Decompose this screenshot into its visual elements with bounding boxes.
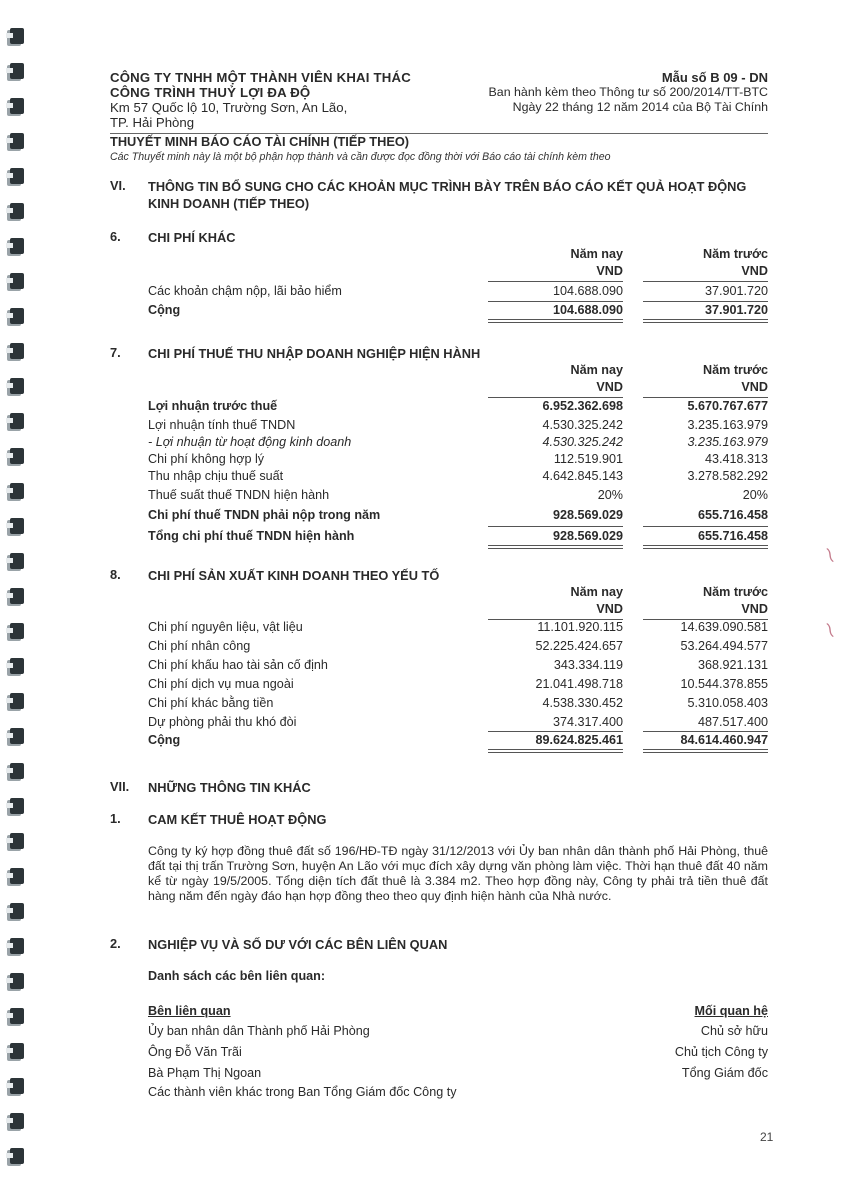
column-current-year: Năm nay [570, 585, 623, 599]
note-number: 1. [110, 811, 121, 826]
table-row: Chi phí nhân công 52.225.424.657 53.264.494.577 [148, 639, 768, 653]
table-row: Thu nhập chịu thuế suất 4.642.845.143 3.278.582.292 [148, 469, 768, 483]
company-name-line1: CÔNG TY TNHH MỘT THÀNH VIÊN KHAI THÁC [110, 70, 411, 85]
related-party-row: Bà Phạm Thị Ngoan Tổng Giám đốc [148, 1066, 768, 1080]
note-7-table [148, 362, 768, 546]
table-row: Các khoản chậm nộp, lãi bảo hiểm 104.688.090 37.901.720 [148, 283, 768, 300]
column-currency: VND [741, 380, 768, 394]
table-row: Dự phòng phải thu khó đòi 374.317.400 487.517.400 [148, 713, 768, 732]
table-row: Thuế suất thuế TNDN hiện hành 20% 20% [148, 488, 768, 502]
table-row: - Lợi nhuận từ hoạt động kinh doanh 4.530.325.242 3.235.163.979 [148, 435, 768, 449]
column-rule [643, 281, 768, 282]
table-row: Chi phí nguyên liệu, vật liệu 11.101.920.115 14.639.090.581 [148, 620, 768, 634]
note-number: 7. [110, 345, 121, 360]
company-address-line2: TP. Hải Phòng [110, 115, 195, 130]
note-number: 6. [110, 229, 121, 244]
column-current-year: Năm nay [570, 247, 623, 261]
column-prior-year: Năm trước [703, 247, 768, 261]
stamp-mark: ⁓ [818, 544, 841, 566]
table-total-row: Cộng 89.624.825.461 84.614.460.947 [148, 732, 768, 749]
section-number: VI. [110, 178, 126, 193]
note-title: NGHIỆP VỤ VÀ SỐ DƯ VỚI CÁC BÊN LIÊN QUAN [148, 937, 448, 952]
column-header [148, 362, 768, 396]
form-number: Mẫu số B 09 - DN [661, 70, 768, 85]
note-title: CHI PHÍ THUẾ THU NHẬP DOANH NGHIỆP HIỆN HÀNH [148, 346, 481, 361]
document-title: THUYẾT MINH BÁO CÁO TÀI CHÍNH (TIẾP THEO) [110, 134, 410, 149]
column-currency: VND [741, 264, 768, 278]
related-parties-list-heading: Danh sách các bên liên quan: [148, 969, 326, 983]
column-current-year: Năm nay [570, 363, 623, 377]
table-row: Chi phí khác bằng tiền 4.538.330.452 5.310.058.403 [148, 696, 768, 710]
form-issued-by-line1: Ban hành kèm theo Thông tư số 200/2014/TT-BTC [488, 85, 768, 99]
note-title: CAM KẾT THUÊ HOẠT ĐỘNG [148, 812, 327, 827]
related-party-row: Các thành viên khác trong Ban Tổng Giám đốc Công ty [148, 1085, 457, 1099]
table-row: Chi phí không hợp lý 112.519.901 43.418.313 [148, 452, 768, 466]
table-total-row: Tổng chi phí thuế TNDN hiện hành 928.569.029 655.716.458 [148, 526, 768, 546]
related-party-row: Ông Đỗ Văn Trãi Chủ tịch Công ty [148, 1045, 768, 1059]
column-header [148, 584, 768, 618]
note-title: CHI PHÍ SẢN XUẤT KINH DOANH THEO YẾU TỐ [148, 568, 440, 583]
page-number: 21 [760, 1130, 774, 1144]
section-title: NHỮNG THÔNG TIN KHÁC [148, 780, 311, 795]
column-rule [488, 281, 623, 282]
related-parties-table [148, 1004, 768, 1104]
column-prior-year: Năm trước [703, 363, 768, 377]
table-total-row: Cộng 104.688.090 37.901.720 [148, 302, 768, 319]
column-currency: VND [741, 602, 768, 616]
section-number: VII. [110, 779, 130, 794]
table-row: Lợi nhuận trước thuế 6.952.362.698 5.670.767.677 [148, 399, 768, 413]
note-8-table [148, 584, 768, 749]
table-row: Chi phí thuế TNDN phải nộp trong năm 928.569.029 655.716.458 [148, 505, 768, 525]
column-currency: VND [596, 264, 623, 278]
related-parties-header [148, 1004, 768, 1022]
section-title: THÔNG TIN BỔ SUNG CHO CÁC KHOẢN MỤC TRÌNH BÀY TRÊN BÁO CÁO KẾT QUẢ HOẠT ĐỘNG KINH DOANH (TIẾP THEO) [148, 179, 747, 211]
note-title: CHI PHÍ KHÁC [148, 230, 236, 245]
column-party: Bên liên quan [148, 1004, 231, 1018]
note-6-table [148, 246, 768, 319]
column-currency: VND [596, 380, 623, 394]
operating-lease-paragraph: Công ty ký hợp đồng thuê đất số 196/HĐ-TĐ ngày 31/12/2013 với Ủy ban nhân dân thành phố Hải Phòng, thuê đất tại thị trấn Trường Sơn, huyện An Lão với mục đích xây dựng văn phòng làm việc. Thời hạn thuê đất 40 năm kể từ ngày 19/5/2005. Tổng diện tích đất thuê là 3.384 m2. Theo hợp đồng này, Công ty phải trả tiền thuê đất hàng năm đến ngày đáo hạn hợp đồng theo theo quy định hiện hành của Nhà nước. [148, 844, 768, 903]
stamp-mark: ⁓ [818, 619, 841, 641]
document-subtitle: Các Thuyết minh này là một bộ phận hợp thành và cần được đọc đồng thời với Báo cáo tài chính kèm theo [110, 151, 611, 163]
table-row: Chi phí dịch vụ mua ngoài 21.041.498.718 10.544.378.855 [148, 677, 768, 691]
form-issued-by-line2: Ngày 22 tháng 12 năm 2014 của Bộ Tài Chính [512, 100, 768, 114]
note-number: 2. [110, 936, 121, 951]
column-header [148, 246, 768, 280]
table-row: Lợi nhuận tính thuế TNDN 4.530.325.242 3.235.163.979 [148, 418, 768, 432]
form-info [489, 70, 768, 115]
company-address-line1: Km 57 Quốc lộ 10, Trường Sơn, An Lão, [110, 100, 348, 115]
column-relation: Mối quan hệ [694, 1004, 768, 1018]
column-currency: VND [596, 602, 623, 616]
company-name-line2: CÔNG TRÌNH THUỶ LỢI ĐA ĐỘ [110, 85, 311, 100]
column-prior-year: Năm trước [703, 585, 768, 599]
table-row: Chi phí khấu hao tài sản cố định 343.334.119 368.921.131 [148, 658, 768, 672]
related-party-row: Ủy ban nhân dân Thành phố Hải Phòng Chủ sở hữu [148, 1024, 768, 1038]
note-number: 8. [110, 567, 121, 582]
company-header [110, 70, 510, 130]
